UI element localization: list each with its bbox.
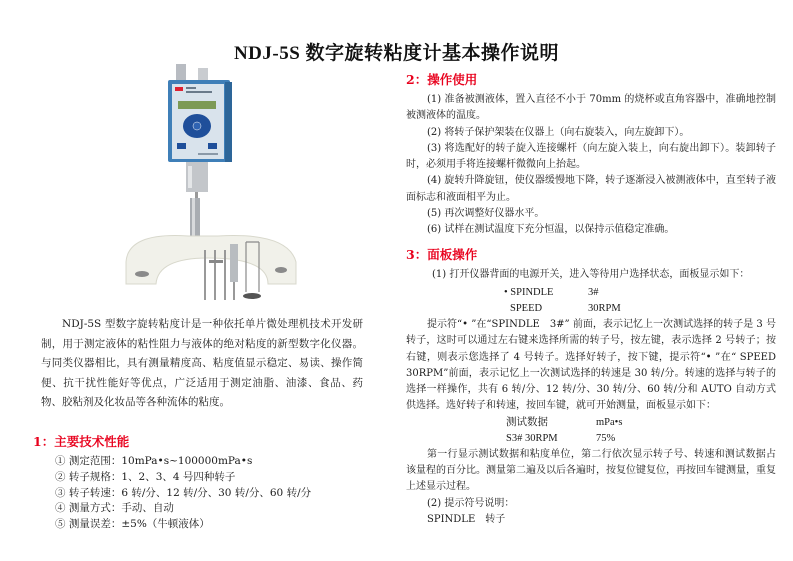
step: (2) 将转子保护架装在仪器上（向右旋装入，向左旋卸下）。	[427, 126, 690, 138]
spec-item: ④ 测量方式：手动、自动	[55, 502, 174, 515]
viscometer-illustration	[118, 62, 308, 310]
symbol-legend-item: SPINDLE 转子	[427, 513, 506, 525]
display-row: SPEED 30RPM	[510, 302, 621, 314]
product-image	[118, 62, 308, 310]
step: (6) 试样在测试温度下充分恒温，以保持示值稳定准确。	[427, 224, 675, 236]
document-title: NDJ-5S 数字旋转粘度计基本操作说明	[233, 43, 560, 64]
spec-item: ⑤ 测量误差：±5%（牛顿液体）	[55, 518, 210, 531]
display-row: S3# 30RPM 75%	[506, 432, 616, 444]
operation-steps	[406, 92, 776, 239]
right-column	[406, 70, 786, 528]
section1-heading: 1：主要技术性能	[33, 434, 130, 449]
panel-paragraph-1: (1) 打开仪器背面的电源开关，进入等待用户选择状态，面板显示如下：	[432, 268, 750, 280]
panel-display-1	[504, 285, 776, 317]
section3-heading: 3：面板操作	[406, 246, 478, 262]
display-row: 测试数据 mPa•s	[506, 416, 623, 428]
spec-item: ② 转子规格：1、2、3、4 号四种转子	[55, 470, 236, 483]
spec-item: ① 测定范围：10mPa•s~100000mPa•s	[55, 455, 253, 467]
step: (3) 将选配好的转子旋入连接螺杆（向左旋入装上，向右旋出卸下）。装卸转子时，必须用手将连接螺杆微微向上抬起。	[406, 142, 776, 171]
panel-paragraph-2: 提示符“• ”在“SPINDLE 3#” 前面，表示记忆上一次测试选择的转子是 3 号转子，这时可以通过左右键来选择所需的转子号，按左键，表示选择 2 号转子；按右键，则表示您选择了 4 号转子。选择好转子，按下键，提示符“• ”在“ SPEED 30RPM”前面，表示记忆上一次测试选择的转速是 30 转/分。转速的选择与转子的选择一样操作，共有 6 转/分、12 转/分、30 转/分、60 转/分和 AUTO 自动方式供选择。选好转子和转速，按回车键，就可开始测量，面板显示如下：	[406, 318, 786, 412]
symbol-legend-heading: (2) 提示符号说明：	[427, 497, 515, 509]
step: (5) 再次调整好仪器水平。	[427, 208, 545, 220]
step: (1) 准备被测液体，置入直径不小于 70mm 的烧杯或直角容器中，准确地控制被测液体的温度。	[406, 94, 776, 122]
panel-display-2	[506, 415, 776, 447]
step: (4) 旋转升降旋钮，使仪器缓慢地下降，转子逐渐浸入被测液体中，直至转子液面标志和液面相平为止。	[406, 175, 776, 203]
panel-paragraph-3: 第一行显示测试数据和粘度单位，第二行依次显示转子号、转速和测试数据占该量程的百分比。测量第二遍及以后各遍时，按复位键复位，再按回车键测量，重复上述显示过程。	[406, 448, 776, 493]
intro-paragraph: NDJ-5S 型数字旋转粘度计是一种依托单片微处理机技术开发研制，用于测定液体的粘性阻力与液体的绝对粘度的新型数字化仪器。与同类仪器相比，具有测量精度高、粘度值显示稳定、易读、操作简便、抗干扰性能好等优点，广泛适用于测定油脂、油漆、食品、药物、胶粘剂及化妆品等各种流体的粘度。	[41, 318, 363, 408]
section2-heading: 2：操作使用	[406, 72, 478, 87]
display-row: • SPINDLE 3#	[504, 286, 599, 298]
spec-item: ③ 转子转速：6 转/分、12 转/分、30 转/分、60 转/分	[55, 486, 312, 499]
spec-list	[55, 454, 311, 533]
